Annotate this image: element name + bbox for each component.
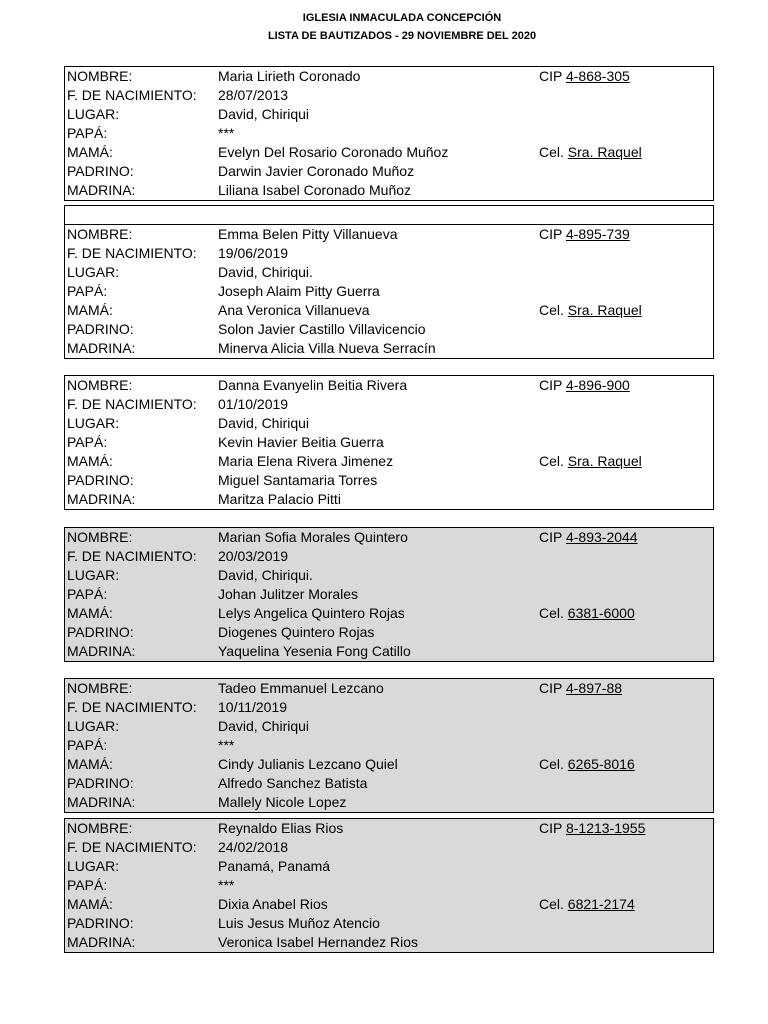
madrina-value: Minerva Alicia Villa Nueva Serracín [218, 340, 436, 356]
record-row-papa [65, 736, 713, 755]
cel-field [539, 895, 635, 914]
record-row-padrino [65, 623, 713, 642]
lugar-value: David, Chiriqui [218, 718, 310, 734]
nacimiento-label: F. DE NACIMIENTO: [67, 548, 197, 564]
record-row-madrina [65, 933, 713, 952]
cel-label: Cel. [539, 302, 564, 318]
lugar-label: LUGAR: [67, 858, 120, 874]
record-row-papa [65, 876, 713, 895]
cel-value: 6381-6000 [567, 605, 635, 621]
madrina-label: MADRINA: [67, 491, 136, 507]
lugar-label: LUGAR: [67, 415, 120, 431]
baptism-record [64, 818, 714, 953]
mama-value: Maria Elena Rivera Jimenez [218, 453, 394, 469]
cip-value: 4-868-305 [565, 68, 630, 84]
nombre-value: Emma Belen Pitty Villanueva [218, 226, 398, 242]
record-row-nacimiento [65, 547, 713, 566]
record-row-padrino [65, 774, 713, 793]
record-row-lugar [65, 717, 713, 736]
record-row-mama [65, 604, 713, 623]
record-row-nacimiento [65, 86, 713, 105]
cip-field [539, 376, 630, 395]
papa-value: Joseph Alaim Pitty Guerra [218, 283, 380, 299]
record-row-madrina [65, 339, 713, 358]
record-row-nombre [65, 819, 713, 838]
nacimiento-value: 20/03/2019 [218, 548, 289, 564]
cip-value: 4-896-900 [565, 377, 630, 393]
cel-label: Cel. [539, 453, 564, 469]
record-row-nombre [65, 376, 713, 395]
record-row-lugar [65, 414, 713, 433]
nombre-value: Maria Lirieth Coronado [218, 68, 361, 84]
nombre-label: NOMBRE: [67, 529, 133, 545]
lugar-value: David, Chiriqui. [218, 567, 313, 583]
record-row-nacimiento [65, 698, 713, 717]
nacimiento-value: 24/02/2018 [218, 839, 289, 855]
nombre-label: NOMBRE: [67, 820, 133, 836]
cip-value: 4-897-88 [565, 680, 623, 696]
papa-label: PAPÁ: [67, 125, 108, 141]
record-row-nacimiento [65, 244, 713, 263]
record-row-madrina [65, 490, 713, 509]
record-row-papa [65, 282, 713, 301]
list-subtitle: LISTA DE BAUTIZADOS - 29 NOVIEMBRE DEL 2020 [267, 30, 537, 42]
cel-value: 6265-8016 [567, 756, 635, 772]
papa-label: PAPÁ: [67, 434, 108, 450]
lugar-value: David, Chiriqui [218, 106, 310, 122]
papa-label: PAPÁ: [67, 586, 108, 602]
record-row-mama [65, 895, 713, 914]
mama-value: Cindy Julianis Lezcano Quiel [218, 756, 398, 772]
madrina-label: MADRINA: [67, 643, 136, 659]
record-row-papa [65, 124, 713, 143]
record-row-mama [65, 452, 713, 471]
madrina-value: Liliana Isabel Coronado Muñoz [218, 182, 412, 198]
cip-value: 8-1213-1955 [565, 820, 646, 836]
cip-label: CIP [539, 377, 563, 393]
record-row-nombre [65, 679, 713, 698]
nacimiento-label: F. DE NACIMIENTO: [67, 839, 197, 855]
cel-label: Cel. [539, 144, 564, 160]
lugar-value: Panamá, Panamá [218, 858, 331, 874]
mama-value: Evelyn Del Rosario Coronado Muñoz [218, 144, 449, 160]
cel-field [539, 452, 642, 471]
cel-value: Sra. Raquel [567, 453, 642, 469]
papa-label: PAPÁ: [67, 737, 108, 753]
lugar-label: LUGAR: [67, 718, 120, 734]
padrino-value: Solon Javier Castillo Villavicencio [218, 321, 426, 337]
cel-field [539, 143, 642, 162]
madrina-value: Veronica Isabel Hernandez Rios [218, 934, 419, 950]
papa-label: PAPÁ: [67, 877, 108, 893]
padrino-value: Miguel Santamaria Torres [218, 472, 378, 488]
record-row-madrina [65, 642, 713, 661]
nacimiento-label: F. DE NACIMIENTO: [67, 87, 197, 103]
baptism-record [64, 678, 714, 813]
cel-label: Cel. [539, 896, 564, 912]
cel-field [539, 604, 635, 623]
baptism-record [64, 375, 714, 510]
cip-label: CIP [539, 68, 563, 84]
record-row-padrino [65, 471, 713, 490]
padrino-value: Luis Jesus Muñoz Atencio [218, 915, 380, 931]
padrino-label: PADRINO: [67, 321, 134, 337]
record-row-lugar [65, 105, 713, 124]
nombre-label: NOMBRE: [67, 680, 133, 696]
papa-value: Kevin Havier Beitia Guerra [218, 434, 384, 450]
nombre-label: NOMBRE: [67, 226, 133, 242]
padrino-value: Diogenes Quintero Rojas [218, 624, 375, 640]
papa-value: *** [218, 737, 235, 753]
baptism-record [64, 66, 714, 201]
madrina-value: Mallely Nicole Lopez [218, 794, 347, 810]
record-row-nombre [65, 225, 713, 244]
cel-label: Cel. [539, 605, 564, 621]
nombre-label: NOMBRE: [67, 68, 133, 84]
record-row-nombre [65, 528, 713, 547]
mama-value: Lelys Angelica Quintero Rojas [218, 605, 405, 621]
baptism-record [64, 224, 714, 359]
record-row-nombre [65, 67, 713, 86]
papa-value: Johan Julitzer Morales [218, 586, 359, 602]
cip-field [539, 67, 630, 86]
nombre-value: Danna Evanyelin Beitia Rivera [218, 377, 408, 393]
cel-field [539, 301, 642, 320]
cip-field [539, 819, 645, 838]
cip-label: CIP [539, 529, 563, 545]
cel-field [539, 755, 635, 774]
padrino-label: PADRINO: [67, 775, 134, 791]
record-row-lugar [65, 566, 713, 585]
madrina-label: MADRINA: [67, 340, 136, 356]
record-row-lugar [65, 857, 713, 876]
lugar-label: LUGAR: [67, 264, 120, 280]
nacimiento-label: F. DE NACIMIENTO: [67, 699, 197, 715]
padrino-label: PADRINO: [67, 624, 134, 640]
nombre-label: NOMBRE: [67, 377, 133, 393]
madrina-value: Maritza Palacio Pitti [218, 491, 341, 507]
madrina-value: Yaquelina Yesenia Fong Catillo [218, 643, 411, 659]
papa-label: PAPÁ: [67, 283, 108, 299]
mama-label: MAMÁ: [67, 144, 113, 160]
cel-label: Cel. [539, 756, 564, 772]
nombre-value: Reynaldo Elias Rios [218, 820, 344, 836]
madrina-label: MADRINA: [67, 794, 136, 810]
cip-value: 4-895-739 [565, 226, 630, 242]
nacimiento-value: 19/06/2019 [218, 245, 289, 261]
record-row-lugar [65, 263, 713, 282]
mama-value: Dixia Anabel Rios [218, 896, 328, 912]
cip-field [539, 225, 630, 244]
nacimiento-value: 01/10/2019 [218, 396, 289, 412]
lugar-value: David, Chiriqui. [218, 264, 313, 280]
cip-label: CIP [539, 226, 563, 242]
cip-value: 4-893-2044 [565, 529, 638, 545]
nacimiento-value: 10/11/2019 [218, 699, 288, 715]
church-title: IGLESIA INMACULADA CONCEPCIÓN [302, 12, 502, 24]
cel-value: 6821-2174 [567, 896, 635, 912]
papa-value: *** [218, 125, 235, 141]
blank-separator-row [64, 205, 714, 225]
record-row-nacimiento [65, 395, 713, 414]
nombre-value: Tadeo Emmanuel Lezcano [218, 680, 384, 696]
cip-field [539, 528, 638, 547]
record-row-papa [65, 433, 713, 452]
cip-label: CIP [539, 680, 563, 696]
cel-value: Sra. Raquel [567, 302, 642, 318]
madrina-label: MADRINA: [67, 182, 136, 198]
padrino-label: PADRINO: [67, 915, 134, 931]
padrino-label: PADRINO: [67, 472, 134, 488]
padrino-value: Darwin Javier Coronado Muñoz [218, 163, 415, 179]
mama-label: MAMÁ: [67, 453, 113, 469]
nacimiento-value: 28/07/2013 [218, 87, 289, 103]
mama-label: MAMÁ: [67, 756, 113, 772]
record-row-padrino [65, 320, 713, 339]
record-row-mama [65, 143, 713, 162]
lugar-label: LUGAR: [67, 567, 120, 583]
document-header [0, 9, 768, 45]
lugar-label: LUGAR: [67, 106, 120, 122]
nacimiento-label: F. DE NACIMIENTO: [67, 245, 197, 261]
record-row-papa [65, 585, 713, 604]
cip-field [539, 679, 622, 698]
papa-value: *** [218, 877, 235, 893]
lugar-value: David, Chiriqui [218, 415, 310, 431]
record-row-mama [65, 301, 713, 320]
padrino-value: Alfredo Sanchez Batista [218, 775, 368, 791]
record-row-madrina [65, 181, 713, 200]
cip-label: CIP [539, 820, 563, 836]
mama-label: MAMÁ: [67, 605, 113, 621]
mama-label: MAMÁ: [67, 896, 113, 912]
record-row-nacimiento [65, 838, 713, 857]
nombre-value: Marian Sofia Morales Quintero [218, 529, 408, 545]
baptism-record [64, 527, 714, 662]
madrina-label: MADRINA: [67, 934, 136, 950]
cel-value: Sra. Raquel [567, 144, 642, 160]
record-row-mama [65, 755, 713, 774]
record-row-madrina [65, 793, 713, 812]
record-row-padrino [65, 162, 713, 181]
padrino-label: PADRINO: [67, 163, 134, 179]
mama-label: MAMÁ: [67, 302, 113, 318]
mama-value: Ana Veronica Villanueva [218, 302, 370, 318]
nacimiento-label: F. DE NACIMIENTO: [67, 396, 197, 412]
record-row-padrino [65, 914, 713, 933]
